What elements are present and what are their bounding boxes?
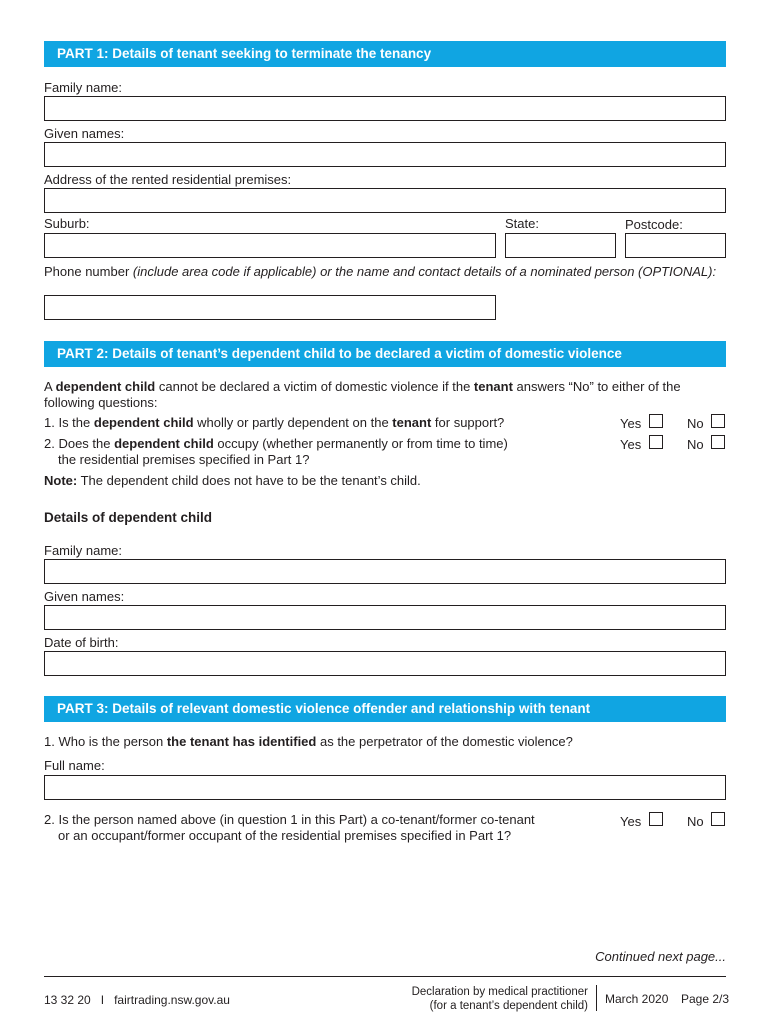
- child-family-name-label: Family name:: [44, 543, 123, 558]
- suburb-label: Suburb:: [44, 216, 90, 231]
- q2-yes-label: Yes: [620, 437, 642, 452]
- given-names-field[interactable]: [44, 142, 726, 167]
- given-names-label: Given names:: [44, 126, 125, 141]
- footer-page: Page 2/3: [681, 992, 730, 1006]
- family-name-field[interactable]: [44, 96, 726, 121]
- part2-question-1: 1. Is the dependent child wholly or partly dependent on the tenant for support?: [44, 415, 505, 430]
- p3q2-no-label: No: [687, 814, 704, 829]
- state-label: State:: [505, 216, 539, 231]
- part2-intro: A dependent child cannot be declared a victim of domestic violence if the tenant answers “No” to either of the following questions:: [44, 379, 681, 410]
- postcode-label: Postcode:: [625, 217, 683, 232]
- part3-question-1: 1. Who is the person the tenant has identified as the perpetrator of the domestic violence?: [44, 734, 573, 749]
- part2-question-2-cont: the residential premises specified in Part 1?: [58, 452, 310, 467]
- footer-doc-title: Declaration by medical practitioner (for a tenant’s dependent child): [411, 986, 588, 1012]
- part1-heading: PART 1: Details of tenant seeking to terminate the tenancy: [44, 41, 726, 67]
- footer-rule: [44, 976, 726, 977]
- footer-date: March 2020: [605, 992, 669, 1006]
- state-field[interactable]: [505, 233, 616, 258]
- child-details-heading: Details of dependent child: [44, 510, 213, 525]
- address-label: Address of the rented residential premises:: [44, 172, 292, 187]
- q2-no-checkbox[interactable]: [711, 435, 725, 449]
- part2-heading: PART 2: Details of tenant’s dependent child to be declared a victim of domestic violence: [44, 341, 726, 367]
- q1-no-label: No: [687, 416, 704, 431]
- p3q2-no-checkbox[interactable]: [711, 812, 725, 826]
- footer-divider: [596, 985, 597, 1011]
- q1-yes-label: Yes: [620, 416, 642, 431]
- address-field[interactable]: [44, 188, 726, 213]
- q1-yes-checkbox[interactable]: [649, 414, 663, 428]
- child-dob-label: Date of birth:: [44, 635, 119, 650]
- postcode-field[interactable]: [625, 233, 726, 258]
- part2-question-2: 2. Does the dependent child occupy (whether permanently or from time to time): [44, 436, 508, 451]
- part3-question-2-cont: or an occupant/former occupant of the residential premises specified in Part 1?: [58, 828, 512, 843]
- full-name-field[interactable]: [44, 775, 726, 800]
- suburb-field[interactable]: [44, 233, 496, 258]
- q1-no-checkbox[interactable]: [711, 414, 725, 428]
- footer-contact: 13 32 20 I fairtrading.nsw.gov.au: [44, 993, 230, 1007]
- phone-label: Phone number (include area code if applicable) or the name and contact details of a nominated person (OPTIONAL):: [44, 264, 717, 279]
- child-dob-field[interactable]: [44, 651, 726, 676]
- full-name-label: Full name:: [44, 758, 105, 773]
- continued-note: Continued next page...: [595, 949, 726, 964]
- child-family-name-field[interactable]: [44, 559, 726, 584]
- child-given-names-field[interactable]: [44, 605, 726, 630]
- q2-yes-checkbox[interactable]: [649, 435, 663, 449]
- p3q2-yes-label: Yes: [620, 814, 642, 829]
- p3q2-yes-checkbox[interactable]: [649, 812, 663, 826]
- phone-field[interactable]: [44, 295, 496, 320]
- child-given-names-label: Given names:: [44, 589, 125, 604]
- q2-no-label: No: [687, 437, 704, 452]
- part3-question-2: 2. Is the person named above (in question 1 in this Part) a co-tenant/former co-tenant: [44, 812, 535, 827]
- part2-note: Note: The dependent child does not have to be the tenant’s child.: [44, 473, 421, 488]
- family-name-label: Family name:: [44, 80, 123, 95]
- part3-heading: PART 3: Details of relevant domestic violence offender and relationship with tenant: [44, 696, 726, 722]
